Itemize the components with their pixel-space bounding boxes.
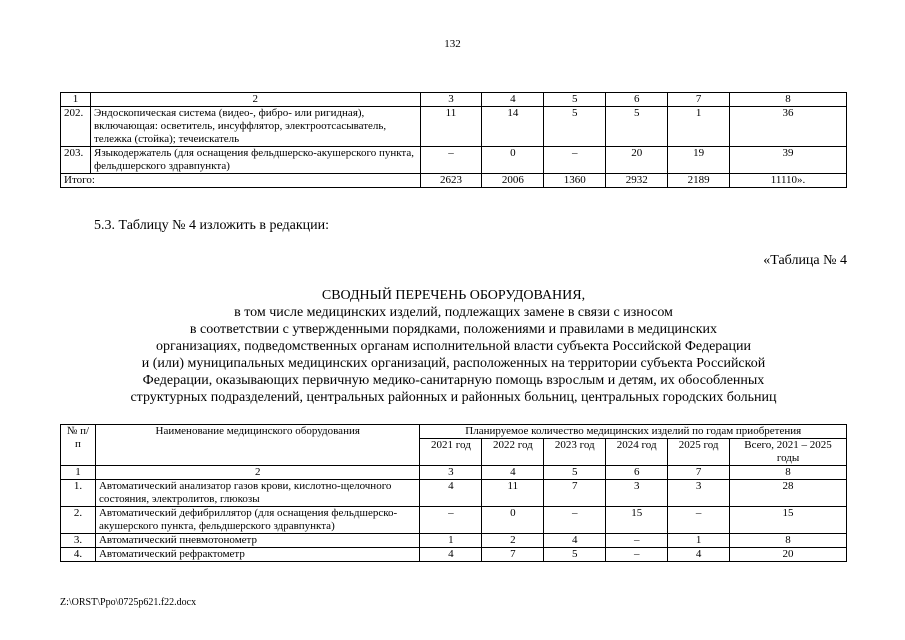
paragraph: 5.3. Таблицу № 4 изложить в редакции: [94,218,329,233]
title-line: Федерации, оказывающих первичную медико-санитарную помощь взрослым и детям, их обособленных [142,373,765,388]
table-cell: 15 [606,507,668,534]
table-cell: 20 [730,548,847,562]
table-cell: 5 [544,466,606,480]
table-cell: 2. [61,507,96,534]
table-continuation [60,92,847,188]
table-cell: – [420,507,482,534]
table-cell: 0 [482,507,544,534]
header-total: Всего, 2021 – 2025 годы [730,439,847,466]
header-group: Планируемое количество медицинских изделий по годам приобретения [420,425,847,439]
title-line: и (или) муниципальных медицинских организаций, расположенных на территории субъекта Российской [141,356,766,371]
table-cell: 1 [668,534,730,548]
file-path-footer: Z:\ORST\Ppo\0725p621.f22.docx [60,597,197,608]
table-cell: 3 [420,466,482,480]
table-cell: – [420,147,482,174]
table-cell: 20 [606,147,668,174]
table-row [61,107,847,147]
table-cell: – [668,507,730,534]
table-numbering-row [61,466,847,480]
table-cell: 1. [61,480,96,507]
table-cell: 5 [544,107,606,147]
header-year: 2022 год [482,439,544,466]
table-cell: – [606,548,668,562]
table-cell: 7 [544,480,606,507]
table-total-row [61,174,847,188]
header-year: 2023 год [544,439,606,466]
table-cell: 5 [544,548,606,562]
table-cell: 8 [730,466,847,480]
document-title [60,287,847,406]
table-cell: 36 [730,107,847,147]
table-cell: 4 [668,548,730,562]
table-cell: 7 [668,466,730,480]
table-cell: 2623 [420,174,482,188]
table-cell: 0 [482,147,544,174]
table-cell: 7 [482,548,544,562]
table-cell: 4 [420,548,482,562]
header-year: 2025 год [668,439,730,466]
title-line: организациях, подведомственных органам исполнительной власти субъекта Российской Федерации [155,339,751,354]
table-caption: «Таблица № 4 [763,253,847,268]
table-cell: Автоматический пневмотонометр [95,534,420,548]
table-cell: 11 [482,480,544,507]
table-cell: 14 [482,107,544,147]
table-cell: – [544,147,606,174]
table-cell: 3. [61,534,96,548]
table-cell: Автоматический анализатор газов крови, кислотно-щелочного состояния, электролитов, глюкозы [95,480,420,507]
table-cell: 2 [95,466,420,480]
table-cell: Автоматический рефрактометр [95,548,420,562]
table-cell: Автоматический дефибриллятор (для оснащения фельдшерско-акушерского пункта, фельдшерского здравпункта) [95,507,420,534]
table-cell: 4 [482,93,544,107]
table-cell: – [544,507,606,534]
title-line: в соответствии с утвержденными порядками, положениями и правилами в медицинских [189,322,718,337]
table-cell: 2 [482,534,544,548]
table-cell: 8 [730,93,847,107]
page-number: 132 [444,38,461,50]
table-row [61,480,847,507]
title-line: СВОДНЫЙ ПЕРЕЧЕНЬ ОБОРУДОВАНИЯ, [321,288,586,303]
header-year: 2024 год [606,439,668,466]
table-cell: 7 [668,93,730,107]
table-cell: 2 [90,93,420,107]
table-cell: 6 [606,466,668,480]
table-cell: Языкодержатель (для оснащения фельдшерско-акушерского пункта, фельдшерского здравпункта) [90,147,420,174]
table-cell: 11 [420,107,482,147]
table-header-row [61,93,847,107]
table-header-row [61,425,847,439]
title-line: структурных подразделений, центральных районных и районных больниц, центральных городских больниц [130,390,777,405]
table-cell: 8 [730,534,847,548]
table-cell: 1360 [544,174,606,188]
title-line: в том числе медицинских изделий, подлежащих замене в связи с износом [234,305,673,320]
table-cell: 39 [730,147,847,174]
table-cell: 1 [61,93,91,107]
table-cell: 5 [606,107,668,147]
table-row [61,548,847,562]
table-cell: 4 [420,480,482,507]
table-cell: 4 [544,534,606,548]
table-cell: 1 [420,534,482,548]
table-row [61,534,847,548]
header-number: № п/п [61,425,96,466]
table-cell: 19 [668,147,730,174]
table-cell: 1 [668,107,730,147]
table-cell: 5 [544,93,606,107]
table-cell: 202. [61,107,91,147]
total-label: Итого: [61,174,421,188]
table-cell: – [606,534,668,548]
table-cell: Эндоскопическая система (видео-, фибро- или ригидная), включающая: осветитель, инсуффлятор, электроотсасыватель, тележка (стойка); течеискатель [90,107,420,147]
table-cell: 2189 [668,174,730,188]
equipment-table [60,424,847,562]
table-cell: 1 [61,466,96,480]
table-row [61,147,847,174]
table-cell: 3 [606,480,668,507]
table-row [61,507,847,534]
table-cell: 3 [668,480,730,507]
table-cell: 6 [606,93,668,107]
table-cell: 2932 [606,174,668,188]
table-cell: 28 [730,480,847,507]
table-cell: 3 [420,93,482,107]
header-name: Наименование медицинского оборудования [95,425,420,466]
table-cell: 15 [730,507,847,534]
table-cell: 11110». [730,174,847,188]
table-cell: 2006 [482,174,544,188]
table-cell: 4 [482,466,544,480]
table-cell: 203. [61,147,91,174]
table-cell: 4. [61,548,96,562]
header-year: 2021 год [420,439,482,466]
